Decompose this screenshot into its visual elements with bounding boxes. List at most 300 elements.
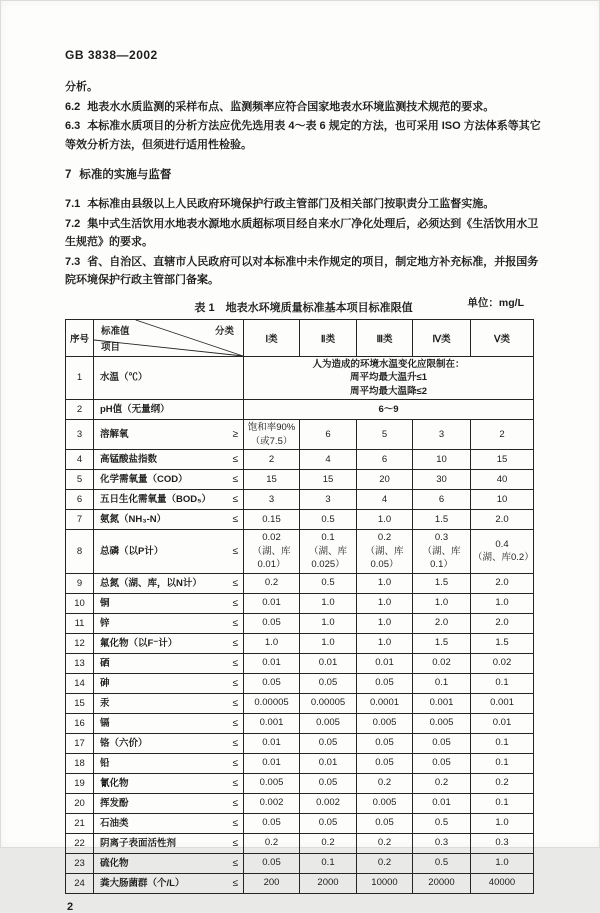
- row-value: [300, 633, 357, 653]
- value-line: 0.3: [434, 532, 449, 543]
- value-line: 0.01: [262, 597, 281, 609]
- value-line: 6: [381, 453, 388, 465]
- row-item: [94, 793, 244, 813]
- value-line: 1.5: [434, 577, 449, 589]
- comparison-symbol: ≤: [232, 597, 238, 609]
- row-seq: 14: [66, 673, 94, 693]
- value-line: 15: [496, 453, 508, 465]
- row-value: [357, 613, 413, 633]
- value-line: 2: [268, 453, 275, 465]
- item-wrap: [100, 717, 238, 730]
- row-seq: 4: [66, 450, 94, 470]
- row-seq: 7: [66, 510, 94, 530]
- value-line: 0.1: [434, 677, 449, 689]
- table-row: [66, 356, 534, 400]
- row-seq: 23: [66, 853, 94, 873]
- value-line: 2.0: [495, 577, 509, 589]
- item-wrap: [100, 797, 238, 810]
- value-line: 0.01: [262, 757, 281, 769]
- row-value: [357, 773, 413, 793]
- row-value: [471, 593, 534, 613]
- value-line: 20000: [428, 877, 455, 889]
- item-wrap: [100, 857, 238, 870]
- value-line: 0.2: [321, 837, 335, 849]
- row-value: [244, 813, 300, 833]
- row-value: [471, 510, 534, 530]
- row-value: [357, 530, 413, 574]
- table-unit: 单位：mg/L: [467, 296, 524, 309]
- value-line: 0.1: [321, 532, 335, 543]
- value-line: 1.0: [377, 577, 392, 589]
- value-line: 0.15: [262, 513, 281, 525]
- row-value: [357, 593, 413, 613]
- value-line: 0.5: [321, 513, 335, 525]
- row-value: [357, 833, 413, 853]
- row-value: [244, 833, 300, 853]
- table-row: [66, 853, 534, 873]
- row-seq: 22: [66, 833, 94, 853]
- row-value: [244, 510, 300, 530]
- row-value: [300, 593, 357, 613]
- value-line: 0.5: [434, 817, 449, 829]
- row-value: [300, 693, 357, 713]
- row-value: [357, 733, 413, 753]
- row-value: [300, 653, 357, 673]
- item-label: 化学需氧量（COD）: [100, 474, 188, 485]
- value-line: 0.1: [495, 737, 509, 749]
- value-line: 0.1: [321, 857, 335, 869]
- value-line: 1.0: [377, 597, 392, 609]
- row-seq: 16: [66, 713, 94, 733]
- row-value: [471, 733, 534, 753]
- row-value: [357, 813, 413, 833]
- table-row: [66, 773, 534, 793]
- row-item: [94, 593, 244, 613]
- row-item: [94, 773, 244, 793]
- paragraph-text: 分析。: [65, 81, 98, 93]
- paragraph-continuation: [65, 78, 542, 97]
- item-wrap: [100, 403, 238, 416]
- value-line: 0.00005: [254, 697, 289, 709]
- table-row: [66, 530, 534, 574]
- value-line: 人为造成的环境水温变化应限制在：: [312, 358, 465, 370]
- item-wrap: [100, 597, 238, 610]
- row-value: [244, 753, 300, 773]
- value-line: 0.002: [259, 797, 284, 809]
- clause-text: 本标准由县级以上人民政府环境保护行政主管部门及相关部门按职责分工监督实施。: [87, 198, 495, 210]
- clause-text: 本标准水质项目的分析方法应优先选用表 4～表 6 规定的方法，也可采用 ISO 方法体系等其它等效分析方法，但须进行适用性检验。: [65, 120, 541, 151]
- clause-7-3: [65, 253, 542, 290]
- value-line: 15: [322, 473, 334, 485]
- comparison-symbol: ≤: [232, 777, 238, 789]
- value-line: 0.05: [262, 817, 281, 829]
- value-line: 0.5: [321, 577, 335, 589]
- value-line: 2.0: [495, 513, 509, 525]
- row-value: [471, 873, 534, 893]
- row-value: [357, 753, 413, 773]
- value-line: 0.01: [492, 717, 512, 729]
- row-seq: 11: [66, 613, 94, 633]
- value-line: 40: [496, 473, 508, 485]
- value-line: 1.0: [377, 637, 392, 649]
- row-value: [357, 450, 413, 470]
- row-value: [244, 773, 300, 793]
- item-wrap: [100, 545, 238, 558]
- row-seq: 12: [66, 633, 94, 653]
- table-row: [66, 673, 534, 693]
- row-value: [357, 693, 413, 713]
- item-wrap: [100, 371, 238, 384]
- value-line: （湖、库0.2）: [473, 552, 534, 564]
- row-seq: 19: [66, 773, 94, 793]
- value-line: 1.0: [495, 817, 509, 829]
- row-value: [300, 530, 357, 574]
- value-line: 0.001: [259, 717, 284, 729]
- value-line: 0.2: [377, 837, 392, 849]
- row-value: [471, 713, 534, 733]
- value-line: 40000: [488, 877, 516, 889]
- value-line: 10000: [371, 877, 398, 889]
- row-value: [300, 733, 357, 753]
- row-value: [471, 813, 534, 833]
- row-item: [94, 853, 244, 873]
- row-value: [471, 633, 534, 653]
- row-value: [471, 833, 534, 853]
- value-line: 0.01: [375, 657, 394, 669]
- row-value: [300, 853, 357, 873]
- item-wrap: [100, 428, 238, 441]
- value-line: 2.0: [434, 617, 449, 629]
- value-line: 0.01: [432, 797, 451, 809]
- row-item: [94, 450, 244, 470]
- row-value: [300, 793, 357, 813]
- value-line: 1.0: [377, 617, 392, 629]
- row-value: [471, 530, 534, 574]
- table-row: [66, 753, 534, 773]
- value-line: 0.2: [377, 777, 392, 789]
- row-value: [300, 673, 357, 693]
- value-line: 1.5: [495, 637, 509, 649]
- row-value: [244, 633, 300, 653]
- row-value: [244, 450, 300, 470]
- row-seq: 24: [66, 873, 94, 893]
- row-value: [413, 573, 471, 593]
- row-value: [300, 490, 357, 510]
- item-wrap: [100, 777, 238, 790]
- row-item: [94, 753, 244, 773]
- value-line: 4: [325, 453, 331, 465]
- row-seq: 1: [66, 356, 94, 400]
- table-row: [66, 470, 534, 490]
- table-row: [66, 793, 534, 813]
- row-span-value: [244, 400, 534, 420]
- comparison-symbol: ≤: [232, 817, 238, 829]
- value-line: 0.2: [434, 777, 449, 789]
- row-value: [471, 753, 534, 773]
- value-line: 0.05: [318, 817, 338, 829]
- value-line: 0.05: [375, 757, 394, 769]
- value-line: 0.0001: [369, 697, 400, 709]
- header-item: 项目: [101, 341, 121, 353]
- item-label: 粪大肠菌群（个/L）: [100, 877, 185, 889]
- row-item: [94, 530, 244, 574]
- value-line: 0.005: [372, 717, 397, 729]
- row-item: [94, 653, 244, 673]
- clause-number: 6.3: [65, 120, 81, 132]
- value-line: （湖、库0.1）: [422, 545, 461, 570]
- clause-number: 7.3: [65, 255, 81, 268]
- item-label: 铜: [100, 597, 110, 609]
- row-value: [300, 420, 357, 450]
- clause-number: 7.1: [65, 198, 81, 210]
- value-line: 0.005: [372, 797, 397, 809]
- row-value: [300, 833, 357, 853]
- value-line: 2.0: [495, 617, 509, 629]
- row-value: [471, 490, 534, 510]
- row-item: [94, 733, 244, 753]
- table-row: [66, 573, 534, 593]
- header-class-1: Ⅰ类: [244, 319, 300, 356]
- row-seq: 17: [66, 733, 94, 753]
- value-line: 3: [325, 493, 331, 505]
- row-value: [244, 530, 300, 574]
- table-row: [66, 653, 534, 673]
- row-value: [471, 653, 534, 673]
- row-value: [357, 853, 413, 873]
- item-label: 硫化物: [100, 857, 129, 869]
- value-line: 6: [325, 428, 331, 440]
- row-value: [357, 793, 413, 813]
- value-line: 周平均最大温升≤1: [350, 372, 427, 383]
- table-row: [66, 510, 534, 530]
- row-seq: 2: [66, 400, 94, 420]
- value-line: 5: [381, 428, 388, 440]
- value-line: 0.05: [432, 737, 451, 749]
- diagonal-header-cell: [94, 319, 244, 356]
- row-value: [413, 470, 471, 490]
- item-label: 五日生化需氧量（BOD₅）: [100, 494, 211, 505]
- row-value: [413, 450, 471, 470]
- row-value: [300, 613, 357, 633]
- value-line: 0.2: [377, 857, 392, 869]
- row-value: [413, 713, 471, 733]
- row-value: [244, 593, 300, 613]
- header-standard-value: 标准值: [101, 325, 130, 337]
- comparison-symbol: ≤: [232, 697, 238, 709]
- table-row: [66, 490, 534, 510]
- row-seq: 9: [66, 573, 94, 593]
- value-line: 饱和率90%: [247, 422, 296, 433]
- table-row: [66, 450, 534, 470]
- value-line: 2: [499, 428, 505, 440]
- comparison-symbol: ≤: [232, 857, 238, 869]
- value-line: 0.05: [318, 737, 338, 749]
- row-value: [244, 490, 300, 510]
- value-line: 1.0: [321, 597, 335, 609]
- comparison-symbol: ≥: [232, 429, 238, 440]
- section-number: 7: [65, 169, 72, 181]
- table-row: [66, 733, 534, 753]
- row-value: [357, 470, 413, 490]
- value-line: 1.0: [495, 857, 509, 869]
- water-quality-standard-table: [65, 319, 534, 894]
- value-line: 0.3: [434, 837, 449, 849]
- value-line: （湖、库0.05）: [365, 545, 404, 570]
- comparison-symbol: ≤: [232, 454, 238, 465]
- comparison-symbol: ≤: [232, 877, 238, 889]
- item-wrap: [100, 697, 238, 710]
- row-item: [94, 400, 244, 420]
- row-item: [94, 713, 244, 733]
- value-line: 1.0: [321, 637, 335, 649]
- row-value: [413, 733, 471, 753]
- row-value: [413, 693, 471, 713]
- value-line: 1.0: [495, 597, 509, 609]
- row-seq: 18: [66, 753, 94, 773]
- value-line: 0.5: [434, 857, 449, 869]
- value-line: 20: [379, 473, 390, 485]
- item-label: 汞: [100, 697, 110, 709]
- row-value: [413, 873, 471, 893]
- clause-6-3: [65, 117, 542, 154]
- row-value: [300, 753, 357, 773]
- value-line: 0.3: [495, 837, 509, 849]
- value-line: 0.05: [318, 777, 338, 789]
- table-row: [66, 593, 534, 613]
- value-line: 1.0: [264, 637, 279, 649]
- item-wrap: [100, 737, 238, 750]
- value-line: （湖、库0.01）: [252, 545, 291, 570]
- value-line: 0.01: [262, 737, 281, 749]
- item-label: 石油类: [100, 817, 129, 829]
- row-value: [357, 510, 413, 530]
- comparison-symbol: ≤: [232, 797, 238, 809]
- row-seq: 5: [66, 470, 94, 490]
- row-value: [471, 693, 534, 713]
- value-line: 1.5: [434, 513, 449, 525]
- row-item: [94, 633, 244, 653]
- table-caption: [65, 296, 542, 319]
- item-wrap: [100, 513, 238, 526]
- row-value: [244, 873, 300, 893]
- comparison-symbol: ≤: [232, 717, 238, 729]
- item-label: 砷: [100, 677, 110, 689]
- value-line: 0.05: [262, 617, 281, 629]
- row-value: [357, 633, 413, 653]
- row-seq: 10: [66, 593, 94, 613]
- clause-number: 6.2: [65, 100, 81, 113]
- table-row: [66, 873, 534, 893]
- comparison-symbol: ≤: [232, 474, 238, 485]
- header-class-5: Ⅴ类: [471, 319, 534, 356]
- table-row: [66, 420, 534, 450]
- item-label: 总氮（湖、库，以N计）: [100, 577, 202, 589]
- table-row: [66, 833, 534, 853]
- value-line: 0.1: [495, 757, 509, 769]
- clause-text: 省、自治区、直辖市人民政府可以对本标准中未作规定的项目，制定地方补充标准，并报国务院环境保护行政主管部门备案。: [65, 255, 539, 286]
- item-wrap: [100, 493, 238, 506]
- row-value: [244, 793, 300, 813]
- value-line: 0.00005: [310, 697, 346, 709]
- item-label: 铅: [100, 757, 110, 769]
- header-class-3: Ⅲ类: [357, 319, 413, 356]
- row-seq: 20: [66, 793, 94, 813]
- row-value: [471, 853, 534, 873]
- comparison-symbol: ≤: [232, 617, 238, 629]
- clause-text: 地表水水质监测的采样布点、监测频率应符合国家地表水环境监测技术规范的要求。: [87, 100, 495, 113]
- row-value: [244, 613, 300, 633]
- item-label: 硒: [100, 657, 110, 669]
- item-label: 镉: [100, 717, 110, 729]
- item-label: 总磷（以P计）: [100, 545, 164, 557]
- row-value: [244, 573, 300, 593]
- row-value: [413, 773, 471, 793]
- row-value: [300, 773, 357, 793]
- row-item: [94, 833, 244, 853]
- value-line: 0.02: [262, 532, 281, 543]
- item-label: 水温（℃）: [100, 372, 148, 384]
- value-line: （湖、库0.025）: [308, 545, 347, 570]
- value-line: 0.2: [495, 777, 509, 789]
- row-value: [471, 613, 534, 633]
- row-seq: 3: [66, 420, 94, 450]
- section-title: 标准的实施与监督: [79, 169, 172, 181]
- table-row: [66, 693, 534, 713]
- row-value: [300, 713, 357, 733]
- row-value: [357, 873, 413, 893]
- item-wrap: [100, 473, 238, 486]
- value-line: 0.4: [495, 538, 509, 550]
- row-value: [244, 420, 300, 450]
- value-line: 0.05: [432, 757, 451, 769]
- row-item: [94, 573, 244, 593]
- comparison-symbol: ≤: [232, 514, 238, 525]
- row-value: [413, 633, 471, 653]
- row-item: [94, 813, 244, 833]
- row-value: [244, 713, 300, 733]
- row-item: [94, 873, 244, 893]
- item-wrap: [100, 877, 238, 890]
- row-value: [244, 733, 300, 753]
- value-line: 0.002: [316, 797, 340, 809]
- row-value: [413, 653, 471, 673]
- comparison-symbol: ≤: [232, 637, 238, 649]
- table-row: [66, 613, 534, 633]
- item-wrap: [100, 577, 238, 590]
- row-value: [244, 673, 300, 693]
- value-line: 0.05: [375, 817, 394, 829]
- item-wrap: [100, 637, 238, 650]
- value-line: 0.001: [490, 697, 514, 709]
- value-line: 6～9: [378, 403, 399, 415]
- row-seq: 21: [66, 813, 94, 833]
- comparison-symbol: ≤: [232, 757, 238, 769]
- value-line: 0.05: [375, 737, 394, 749]
- row-value: [471, 773, 534, 793]
- item-label: 氰化物: [100, 777, 129, 789]
- row-value: [300, 510, 357, 530]
- value-line: 0.005: [429, 717, 454, 729]
- row-seq: 6: [66, 490, 94, 510]
- item-wrap: [100, 677, 238, 690]
- value-line: 3: [438, 428, 445, 440]
- row-value: [413, 793, 471, 813]
- row-value: [300, 470, 357, 490]
- item-wrap: [100, 453, 238, 466]
- row-value: [413, 853, 471, 873]
- value-line: 周平均最大温降≤2: [350, 385, 427, 397]
- value-line: 1.0: [377, 513, 392, 525]
